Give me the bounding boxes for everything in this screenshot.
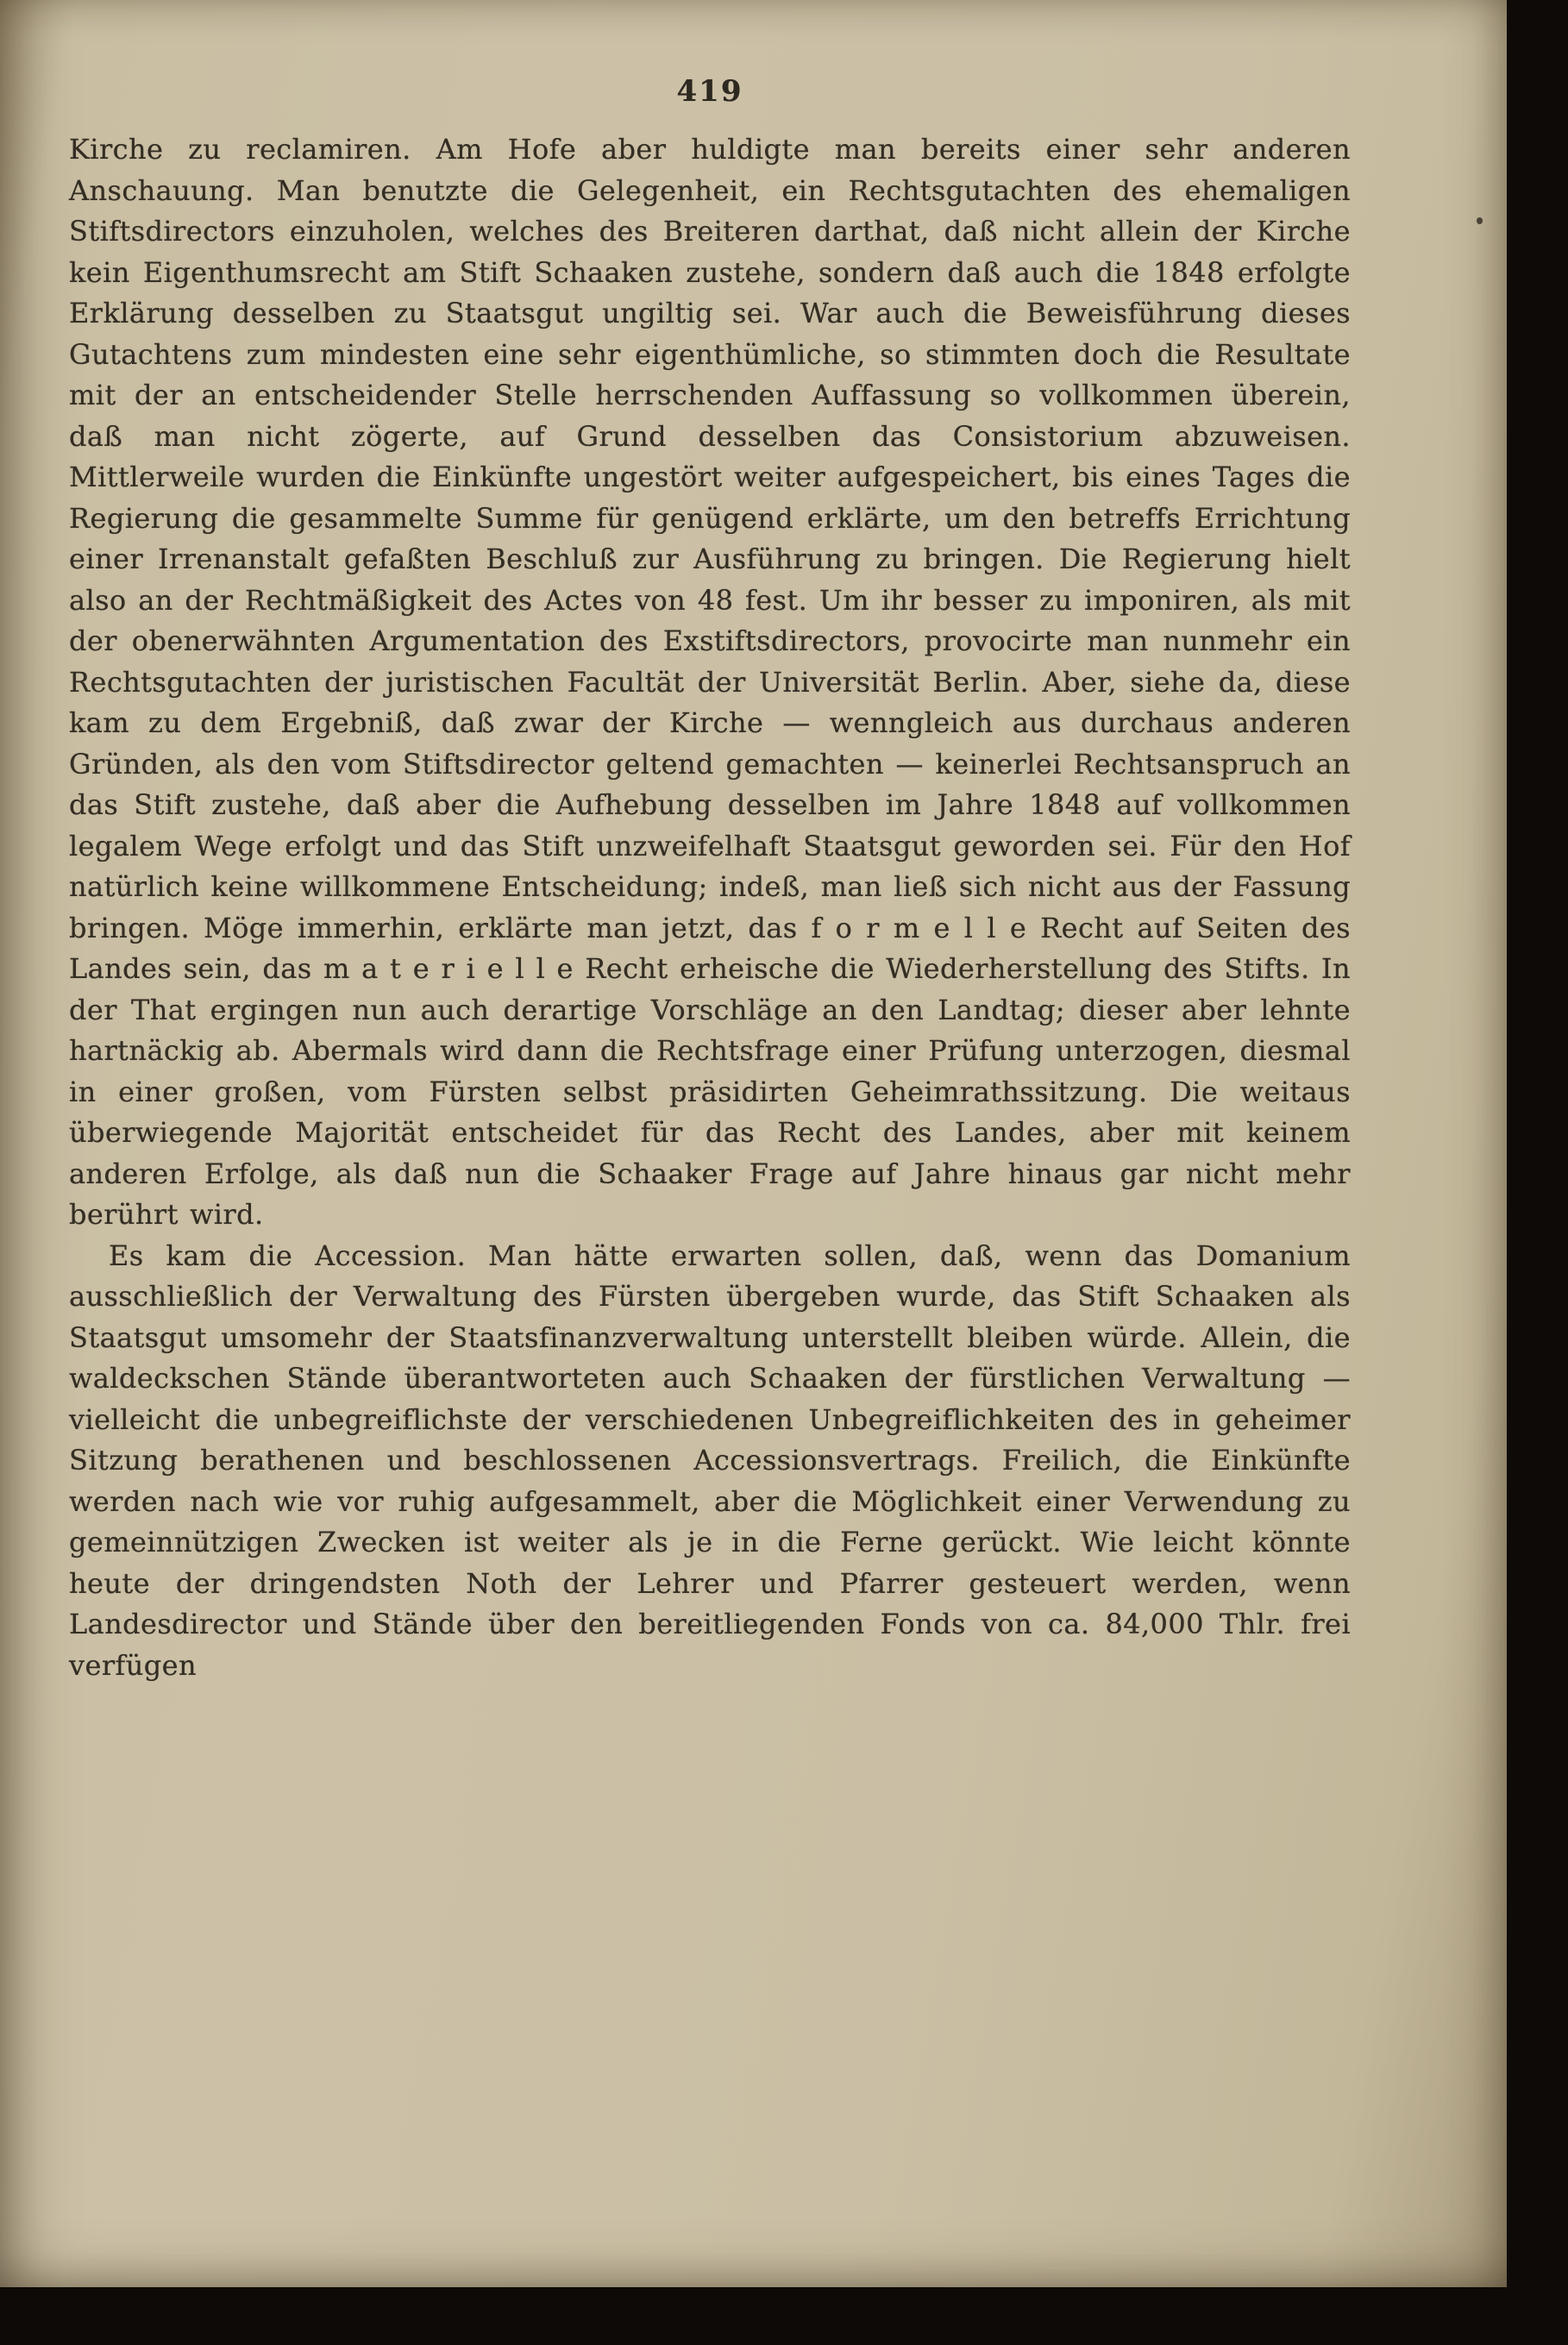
ink-speck [1477,217,1483,224]
paragraph: Es kam die Accession. Man hätte erwarten sollen, daß, wenn das Domanium ausschließlich der Verwaltung des Fürsten übergeben wurde, das Stift Schaaken als Staatsgut umsomehr der Staatsfinanzverwaltung unterstellt bleiben würde. Allein, die waldeckschen Stände überantworteten auch Schaaken der fürstlichen Verwaltung — vielleicht die unbegreiflichste der verschiedenen Unbegreiflichkeiten des in geheimer Sitzung berathenen und beschlossenen Accessionsvertrags. Freilich, die Einkünfte werden nach wie vor ruhig aufgesammelt, aber die Möglichkeit einer Verwendung zu gemeinnützigen Zwecken ist weiter als je in die Ferne gerückt. Wie leicht könnte heute der dringendsten Noth der Lehrer und Pfarrer gesteuert werden, wenn Landesdirector und Stände über den bereitliegenden Fonds von ca. 84,000 Thlr. frei verfügen [69,1238,1351,1682]
page-number: 419 [676,74,743,109]
page-body [69,129,1351,1686]
paragraph: Kirche zu reclamiren. Am Hofe aber huldigte man bereits einer sehr anderen Anschauung. Man benutzte die Gelegenheit, ein Rechtsgutachten des ehemaligen Stiftsdirectors einzuholen, welches des Breiteren darthat, daß nicht allein der Kirche kein Eigenthumsrecht am Stift Schaaken zustehe, sondern daß auch die 1848 erfolgte Erklärung desselben zu Staatsgut ungiltig sei. War auch die Beweisführung dieses Gutachtens zum mindesten eine sehr eigenthümliche, so stimmten doch die Resultate mit der an entscheidender Stelle herrschenden Auffassung so vollkommen überein, daß man nicht zögerte, auf Grund desselben das Consistorium abzuweisen. Mittlerweile wurden die Einkünfte ungestört weiter aufgespeichert, bis eines Tages die Regierung die gesammelte Summe für genügend erklärte, um den betreffs Errichtung einer Irrenanstalt gefaßten Beschluß zur Ausführung zu bringen. Die Regierung hielt also an der Rechtmäßigkeit des Actes von 48 fest. Um ihr besser zu imponiren, als mit der obenerwähnten Argumentation des Exstiftsdirectors, provocirte man nunmehr ein Rechtsgutachten der juristischen Facultät der Universität Berlin. Aber, siehe da, diese kam zu dem Ergebniß, daß zwar der Kirche — wenngleich aus durchaus anderen Gründen, als den vom Stiftsdirector geltend gemachten — keinerlei Rechtsanspruch an das Stift zustehe, daß aber die Aufhebung desselben im Jahre 1848 auf vollkommen legalem Wege erfolgt und das Stift unzweifelhaft Staatsgut geworden sei. Für den Hof natürlich keine willkommene Entscheidung; indeß, man ließ sich nicht aus der Fassung bringen. Möge immerhin, erklärte man jetzt, das f o r m e l l e Recht auf Seiten des Landes sein, das m a t e r i e l l e Recht erheische die Wiederherstellung des Stifts. In der That ergingen nun auch derartige Vorschläge an den Landtag; dieser aber lehnte hartnäckig ab. Abermals wird dann die Rechtsfrage einer Prüfung unterzogen, diesmal in einer großen, vom Fürsten selbst präsidirten Geheimrathssitzung. Die weitaus überwiegende Majorität entscheidet für das Recht des Landes, aber mit keinem anderen Erfolge, als daß nun die Schaaker Frage auf Jahre hinaus gar nicht mehr berührt wird. [69,133,1351,1231]
text-column [69,0,1351,1686]
